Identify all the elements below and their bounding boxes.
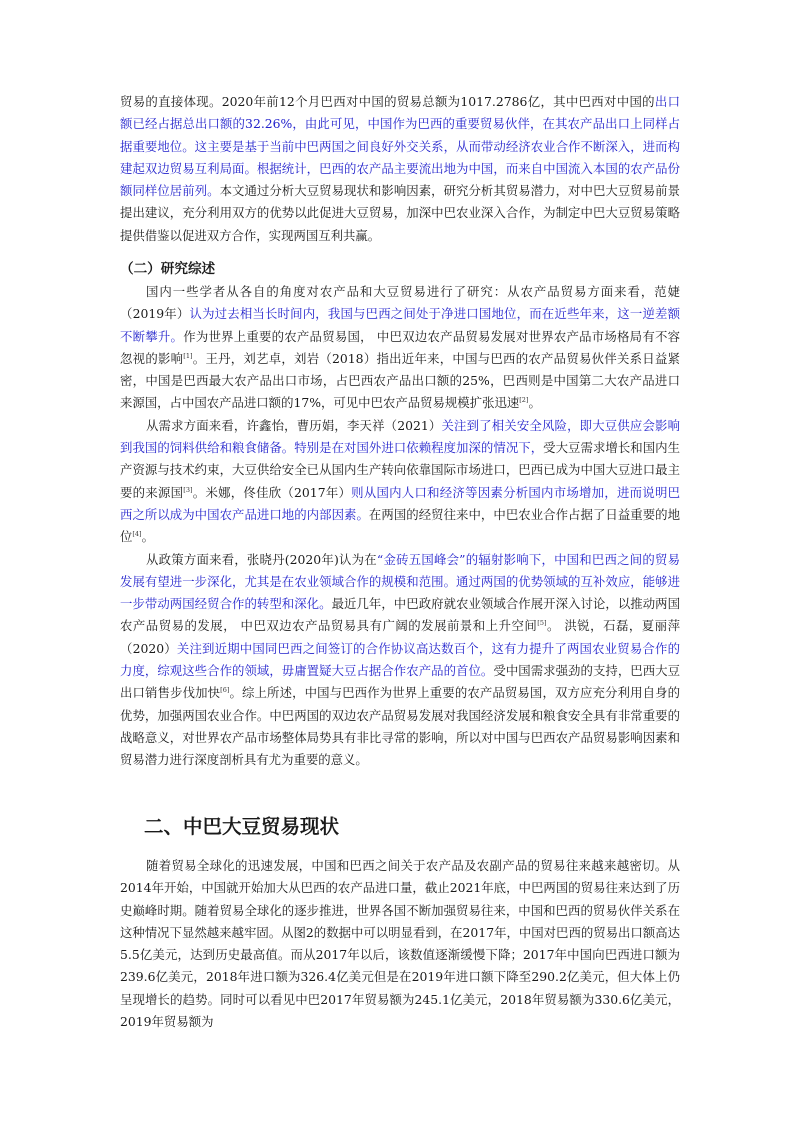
trade-status-block: [120, 855, 680, 1033]
text: 受中国需求强劲的支持，巴西大豆出口销售步伐加快: [120, 663, 681, 701]
text: 。综上所述，中国与巴西作为世界上重要的农产品贸易国，双方应充分利用自身的优势，加强两国农业合作。中巴两国的双边农产品贸易发展对我国经济发展和粮食安全具有非常重要的战略意义，对世界农产品市场整体局势具有非比寻常的影响，所以对中国与巴西农产品贸易影响因素和贸易潜力进行深度剖析具有尤为重要的意义。: [120, 685, 681, 768]
chapter-heading-soybean-trade-status: 二、中巴大豆贸易现状: [144, 815, 340, 838]
text: 。 洪锐，石磊，夏丽萍（2020）: [120, 618, 680, 656]
text: 。王丹，刘艺卓，刘岩（2018）指出近年来，中国与巴西的农产品贸易伙伴关系日益紧密，中国是巴西最大农产品出口市场，占巴西农产品出口额的25%，巴西则是中国第二大农产品进口来源国，占中国农产品进口额的17%，可见中巴农产品贸易规模扩张迅速: [120, 350, 680, 411]
text: 。: [528, 395, 541, 411]
highlight: “金砖五国峰会”的辐射影响下，中国和巴西之间的贸易发展有望进一步深化，尤其是在农业领域合作的规模和范围。通过两国的优势领域的互补效应，能够进一步带动两国经贸合作的转型和深化。: [120, 551, 681, 612]
section-heading-literature-review: （二）研究综述: [120, 261, 216, 277]
review-paragraph-trade: [120, 281, 680, 415]
intro-block: [120, 91, 680, 247]
intro-paragraph: [120, 91, 680, 247]
highlight: 关注到近期中国同巴西之间签订的合作协议高达数百个，这有力提升了两国农业贸易合作的力度，综观这些合作的领域，毋庸置疑大豆占据合作农产品的首位。: [120, 640, 680, 679]
text: 最近几年，中巴政府就农业领域合作展开深入讨论，以推动两国农产品贸易的发展， 中巴双边农产品贸易具有广阔的发展前景和上升空间: [120, 596, 681, 634]
highlight: 认为过去相当长时间内，我国与巴西之间处于净进口国地位，而在近些年来，这一逆差额不断攀升。: [120, 306, 680, 344]
citation-4: [4]: [132, 530, 142, 539]
citation-3: [3]: [183, 485, 193, 494]
text: 。米娜，佟佳欣（2017年）: [192, 484, 352, 500]
text: 受大豆需求增长和国内生产资源与技术约束，大豆供给安全已从国内生产转向依靠国际市场进口，巴西已成为中国大豆进口最主要的来源国: [120, 440, 681, 500]
text: 。: [141, 529, 154, 545]
highlight: 则从国内人口和经济等因素分析国内市场增加，进而说明巴西之所以成为中国农产品进口地的内部因素。: [120, 484, 681, 522]
intro-highlight: 出口额已经占据总出口额的32.26%，由此可见，中国作为巴西的重要贸易伙伴，在其农产品出口上同样占据重要地位。这主要是基于当前中巴两国之间良好外交关系，从而带动经济农业合作不断深入，进而构建起双边贸易互利局面。根据统计，巴西的农产品主要流出地为中国，而来自中国流入本国的农产品份额同样位居前列。: [120, 94, 680, 199]
citation-5: [5]: [537, 619, 547, 628]
citation-1: [1]: [183, 351, 193, 360]
citation-2: [2]: [519, 396, 529, 405]
text: 作为世界上重要的农产品贸易国， 中巴双边农产品贸易发展对世界农产品市场格局有不容忽视的影响: [120, 328, 680, 366]
review-paragraph-demand: [120, 415, 680, 549]
text: 在两国的经贸往来中，中巴农业合作占据了日益重要的地位: [120, 506, 681, 545]
literature-review-block: [120, 258, 680, 772]
citation-6: [6]: [220, 686, 230, 695]
trade-status-paragraph: 随着贸易全球化的迅速发展，中国和巴西之间关于农产品及农副产品的贸易往来越来越密切。从2014年开始，中国就开始加大从巴西的农产品进口量，截止2021年底，中巴两国的贸易往来达到了历史巅峰时期。随着贸易全球化的逐步推进，世界各国不断加强贸易往来，中国和巴西的贸易伙伴关系在这种情况下显然越来越牢固。从图2的数据中可以明显看到，在2017年，中国对巴西的贸易出口额高达5.5亿美元，达到历史最高值。而从2017年以后，该数值逐渐缓慢下降；2017年中国向巴西进口额为239.6亿美元，2018年进口额为326.4亿美元但是在2019年进口额下降至290.2亿美元，但大体上仍呈现增长的趋势。同时可以看见中巴2017年贸易额为245.1亿美元，2018年贸易额为330.6亿美元，2019年贸易额为: [120, 858, 680, 1030]
intro-text: 贸易的直接体现。2020年前12个月巴西对中国的贸易总额为1017.2786亿，其中巴西对中国的: [120, 94, 655, 109]
text: 从需求方面来看，许鑫怡，曹历娟，李天祥（2021）: [146, 417, 442, 433]
text: 从政策方面来看，张晓丹(2020年)认为在: [146, 551, 377, 567]
highlight: 关注到了相关安全风险，即大豆供应会影响到我国的饲料供给和粮食储备。特别是在对国外进口依赖程度加深的情况下，: [120, 417, 680, 456]
text: 国内一些学者从各自的角度对农产品和大豆贸易进行了研究：从农产品贸易方面来看，范婕（2019年）: [120, 284, 680, 322]
review-paragraph-policy: [120, 549, 680, 772]
intro-text-end: 本文通过分析大豆贸易现状和影响因素，研究分析其贸易潜力，对中巴大豆贸易前景提出建议，充分利用双方的优势以此促进大豆贸易，加深中巴农业深入合作，为制定中巴大豆贸易策略提供借鉴以促进双方合作，实现两国互利共赢。: [120, 183, 681, 243]
